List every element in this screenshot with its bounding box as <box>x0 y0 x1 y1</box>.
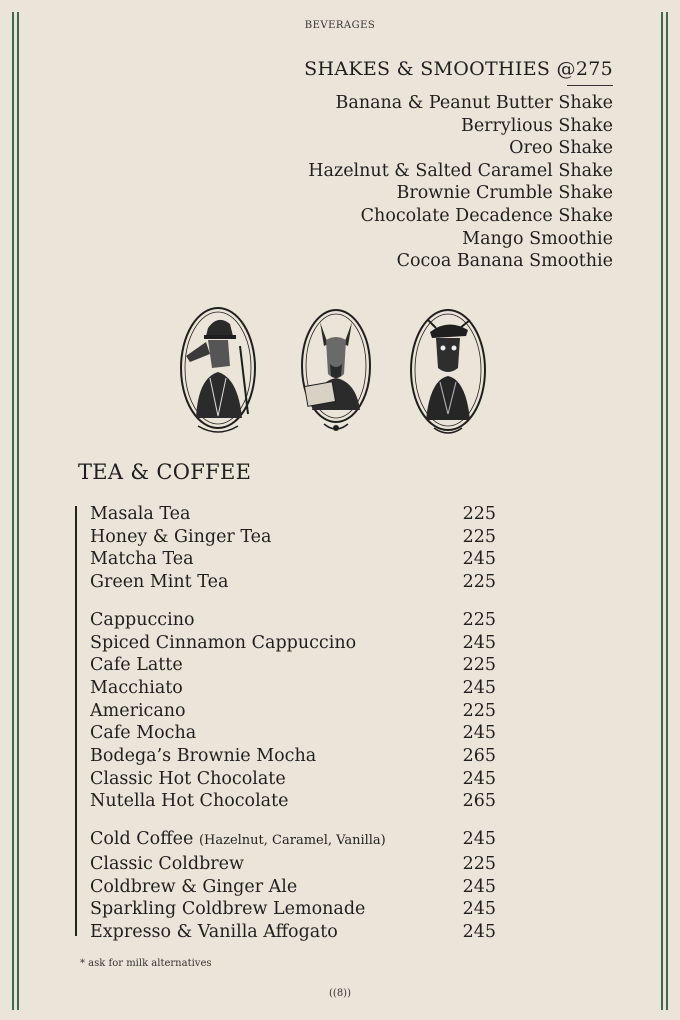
item-price: 245 <box>462 876 496 897</box>
right-border-rule-inner <box>661 12 663 1010</box>
item-name: Classic Coldbrew <box>90 853 244 874</box>
menu-row <box>90 898 496 921</box>
item-name: Macchiato <box>90 677 183 698</box>
item-name: Matcha Tea <box>90 549 194 570</box>
menu-row <box>90 921 496 944</box>
menu-row <box>90 548 496 571</box>
tea-coffee-title: TEA & COFFEE <box>78 460 252 484</box>
item-price: 245 <box>462 768 496 789</box>
item-name: Bodega’s Brownie Mocha <box>90 746 317 767</box>
shakes-list <box>304 92 613 273</box>
item-price: 245 <box>462 829 496 850</box>
item-price: 225 <box>462 700 496 721</box>
left-border-rule-inner <box>17 12 19 1010</box>
item-price: 245 <box>462 899 496 920</box>
item-name: Cafe Mocha <box>90 723 197 744</box>
page-header: BEVERAGES <box>304 20 376 31</box>
shake-item: Banana & Peanut Butter Shake <box>335 93 613 113</box>
item-name: Americano <box>90 700 186 721</box>
item-note: (Hazelnut, Caramel, Vanilla) <box>198 833 386 849</box>
menu-row <box>90 609 496 632</box>
menu-row <box>90 828 496 853</box>
item-name: Spiced Cinnamon Cappuccino <box>90 632 357 653</box>
item-price: 245 <box>462 632 496 653</box>
item-price: 225 <box>462 853 496 874</box>
item-name: Nutella Hot Chocolate <box>90 791 289 812</box>
menu-row <box>90 571 496 594</box>
item-name: Cold Coffee <box>90 829 194 850</box>
item-price: 265 <box>462 746 496 767</box>
item-name: Cafe Latte <box>90 655 183 676</box>
item-name: Expresso & Vanilla Affogato <box>90 921 338 942</box>
hot-coffee-group <box>90 609 496 813</box>
menu-row <box>90 632 496 655</box>
right-border-rule-outer <box>666 12 668 1010</box>
menu-row <box>90 745 496 768</box>
item-name: Coldbrew & Ginger Ale <box>90 876 298 897</box>
tea-group <box>90 503 496 594</box>
section-vertical-bar <box>75 506 77 936</box>
donkey-portrait-icon <box>296 306 376 440</box>
page-number: ((8)) <box>329 988 351 999</box>
tea-coffee-list <box>90 503 496 959</box>
item-price: 245 <box>462 549 496 570</box>
item-name: Classic Hot Chocolate <box>90 768 286 789</box>
menu-row <box>90 790 496 813</box>
shake-item: Chocolate Decadence Shake <box>360 205 613 226</box>
left-border-rule-outer <box>12 12 14 1010</box>
menu-row <box>90 722 496 745</box>
menu-row <box>90 526 496 549</box>
item-name: Masala Tea <box>90 504 191 524</box>
shake-item: Brownie Crumble Shake <box>396 183 613 204</box>
menu-row <box>90 677 496 700</box>
animal-portraits <box>178 306 500 440</box>
menu-row <box>90 700 496 723</box>
menu-row <box>90 768 496 791</box>
goat-portrait-icon <box>408 306 488 440</box>
item-price: 225 <box>462 504 496 524</box>
shake-item: Berrylious Shake <box>460 115 613 136</box>
shakes-section <box>304 58 613 273</box>
item-name: Honey & Ginger Tea <box>90 526 272 547</box>
item-price: 245 <box>462 723 496 744</box>
item-price: 225 <box>462 655 496 676</box>
item-name: Green Mint Tea <box>90 572 229 593</box>
menu-row <box>90 654 496 677</box>
menu-row <box>90 503 496 526</box>
shake-item: Oreo Shake <box>509 138 613 159</box>
menu-row <box>90 876 496 899</box>
item-price: 225 <box>462 526 496 547</box>
item-name: Cappuccino <box>90 609 195 630</box>
crocodile-portrait-icon <box>178 306 258 440</box>
item-name: Sparkling Coldbrew Lemonade <box>90 899 366 920</box>
item-price: 225 <box>462 609 496 630</box>
item-price: 265 <box>462 791 496 812</box>
menu-row <box>90 853 496 876</box>
item-price: 245 <box>462 921 496 942</box>
item-price: 245 <box>462 677 496 698</box>
shake-item: Hazelnut & Salted Caramel Shake <box>308 160 613 181</box>
footnote: * ask for milk alternatives <box>80 958 212 969</box>
cold-coffee-group <box>90 828 496 944</box>
item-price: 225 <box>462 572 496 593</box>
shake-item: Mango Smoothie <box>462 228 613 249</box>
shakes-title: SHAKES & SMOOTHIES @275 <box>304 58 613 86</box>
shake-item: Cocoa Banana Smoothie <box>396 251 613 272</box>
